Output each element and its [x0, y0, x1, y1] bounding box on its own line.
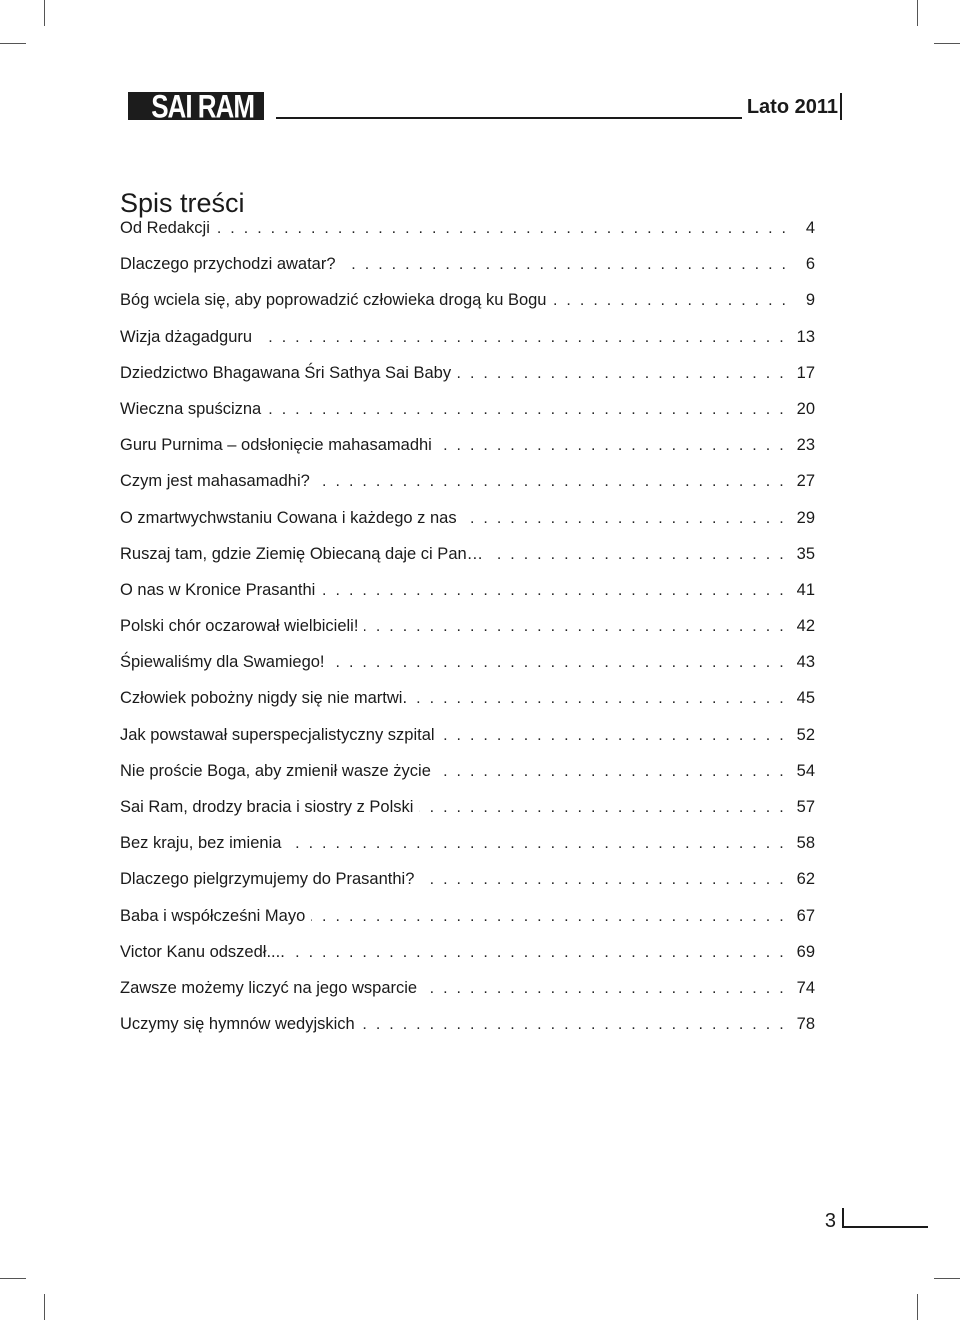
toc-entry[interactable] — [120, 572, 815, 608]
toc-entry-title: Victor Kanu odszedł.... — [120, 942, 285, 961]
dot-leader — [311, 899, 792, 935]
crop-mark — [934, 43, 960, 44]
toc-entry-title: Dlaczego przychodzi awatar? — [120, 255, 336, 274]
dot-leader — [321, 573, 792, 609]
toc-entry-page: 23 — [796, 436, 815, 455]
toc-entry-title: Bóg wciela się, aby poprowadzić człowieka drogą ku Bogu — [120, 291, 547, 310]
toc-entry-page: 6 — [805, 255, 815, 274]
footer-divider — [842, 1208, 844, 1228]
toc-entry[interactable] — [120, 644, 815, 680]
toc-entry[interactable] — [120, 717, 815, 753]
toc-entry-page: 43 — [796, 653, 815, 672]
dot-leader — [316, 464, 793, 500]
toc-entry[interactable] — [120, 319, 815, 355]
crop-mark — [917, 0, 918, 26]
toc-entry[interactable] — [120, 753, 815, 789]
toc-entry-page: 29 — [796, 508, 815, 527]
dot-leader — [553, 283, 796, 319]
toc-entry-title: Ruszaj tam, gdzie Ziemię Obiecaną daje ci Pan… — [120, 544, 484, 563]
toc-entry[interactable] — [120, 246, 815, 282]
toc-entry[interactable] — [120, 680, 815, 716]
toc-entry-page: 58 — [796, 834, 815, 853]
toc-entry-title: Bez kraju, bez imienia — [120, 834, 282, 853]
table-of-contents — [120, 210, 815, 1042]
dot-leader — [342, 247, 795, 283]
toc-entry[interactable] — [120, 1006, 815, 1042]
toc-entry[interactable] — [120, 970, 815, 1006]
dot-leader — [463, 501, 793, 537]
dot-leader — [331, 645, 793, 681]
dot-leader — [413, 681, 793, 717]
toc-entry-title: Wieczna spuścizna — [120, 399, 262, 418]
toc-entry[interactable] — [120, 608, 815, 644]
dot-leader — [287, 826, 792, 862]
header-rule — [276, 117, 742, 119]
dot-leader — [364, 609, 792, 645]
toc-entry-title: Wizja dżagadguru — [120, 327, 253, 346]
toc-entry-page: 67 — [796, 906, 815, 925]
page-title: Spis treści — [120, 188, 245, 219]
magazine-logo — [128, 87, 264, 125]
toc-entry-page: 57 — [796, 798, 815, 816]
toc-entry-page: 78 — [796, 1015, 815, 1034]
toc-entry-page: 45 — [796, 689, 815, 708]
toc-entry[interactable] — [120, 463, 815, 499]
crop-mark — [0, 1278, 26, 1279]
toc-entry-title: Dziedzictwo Bhagawana Śri Sathya Sai Baby — [120, 363, 452, 382]
toc-entry-title: Nie proście Boga, aby zmienił wasze życie — [120, 761, 431, 780]
dot-leader — [361, 1007, 793, 1043]
crop-mark — [934, 1278, 960, 1279]
dot-leader — [420, 862, 792, 898]
dot-leader — [489, 537, 792, 573]
toc-entry-title: Polski chór oczarował wielbicieli! — [120, 617, 359, 636]
issue-label: Lato 2011 — [746, 96, 838, 118]
dot-leader — [291, 935, 793, 971]
toc-entry-title: Baba i współcześni Mayo — [120, 906, 306, 925]
toc-entry-page: 17 — [796, 363, 815, 382]
toc-entry-title: Zawsze możemy liczyć na jego wsparcie — [120, 978, 418, 997]
toc-entry[interactable] — [120, 282, 815, 318]
toc-entry-title: Sai Ram, drodzy bracia i siostry z Polski — [120, 798, 414, 816]
dot-leader — [423, 971, 793, 1007]
toc-entry-title: Dlaczego pielgrzymujemy do Prasanthi? — [120, 870, 415, 889]
crop-mark — [44, 1294, 45, 1320]
dot-leader — [441, 718, 793, 754]
toc-entry[interactable] — [120, 355, 815, 391]
dot-leader — [419, 790, 792, 826]
toc-entry-page: 13 — [796, 327, 815, 346]
toc-entry-page: 62 — [796, 870, 815, 889]
crop-mark — [0, 43, 26, 44]
toc-entry[interactable] — [120, 825, 815, 861]
toc-entry[interactable] — [120, 391, 815, 427]
footer-rule — [842, 1226, 928, 1228]
toc-entry[interactable] — [120, 427, 815, 463]
toc-entry-title: Człowiek pobożny nigdy się nie martwi. — [120, 689, 408, 708]
toc-entry-page: 52 — [796, 725, 815, 744]
toc-entry[interactable] — [120, 861, 815, 897]
toc-entry[interactable] — [120, 789, 815, 825]
page-number: 3 — [824, 1210, 836, 1232]
toc-entry[interactable] — [120, 898, 815, 934]
toc-entry-title: Guru Purnima – odsłonięcie mahasamadhi — [120, 436, 432, 455]
dot-leader — [258, 320, 793, 356]
crop-mark — [917, 1294, 918, 1320]
toc-entry-page: 69 — [796, 942, 815, 961]
toc-entry-title: Jak powstawał superspecjalistyczny szpital — [120, 725, 435, 744]
toc-entry[interactable] — [120, 500, 815, 536]
toc-entry-title: Śpiewaliśmy dla Swamiego! — [120, 653, 325, 672]
toc-entry-page: 54 — [796, 761, 815, 780]
toc-entry-page: 42 — [796, 617, 815, 636]
toc-entry-title: O zmartwychwstaniu Cowana i każdego z nas — [120, 508, 457, 527]
crop-mark — [44, 0, 45, 26]
toc-entry[interactable] — [120, 934, 815, 970]
header-divider — [840, 93, 842, 120]
toc-entry-page: 27 — [796, 472, 815, 491]
toc-entry-page: 4 — [805, 219, 815, 237]
dot-leader — [438, 428, 793, 464]
dot-leader — [216, 211, 795, 247]
toc-entry-title: Od Redakcji — [120, 219, 210, 237]
toc-entry-title: Czym jest mahasamadhi? — [120, 472, 310, 491]
dot-leader — [267, 392, 792, 428]
toc-entry-page: 41 — [796, 580, 815, 599]
dot-leader — [437, 754, 793, 790]
toc-entry[interactable] — [120, 210, 815, 246]
logo-text: SAI RAM — [151, 87, 254, 125]
dot-leader — [457, 356, 793, 392]
toc-entry-page: 35 — [796, 544, 815, 563]
toc-entry-page: 9 — [805, 291, 815, 310]
toc-entry-title: O nas w Kronice Prasanthi — [120, 580, 316, 599]
toc-entry-page: 20 — [796, 399, 815, 418]
toc-entry-title: Uczymy się hymnów wedyjskich — [120, 1015, 355, 1034]
toc-entry[interactable] — [120, 536, 815, 572]
toc-entry-page: 74 — [796, 978, 815, 997]
